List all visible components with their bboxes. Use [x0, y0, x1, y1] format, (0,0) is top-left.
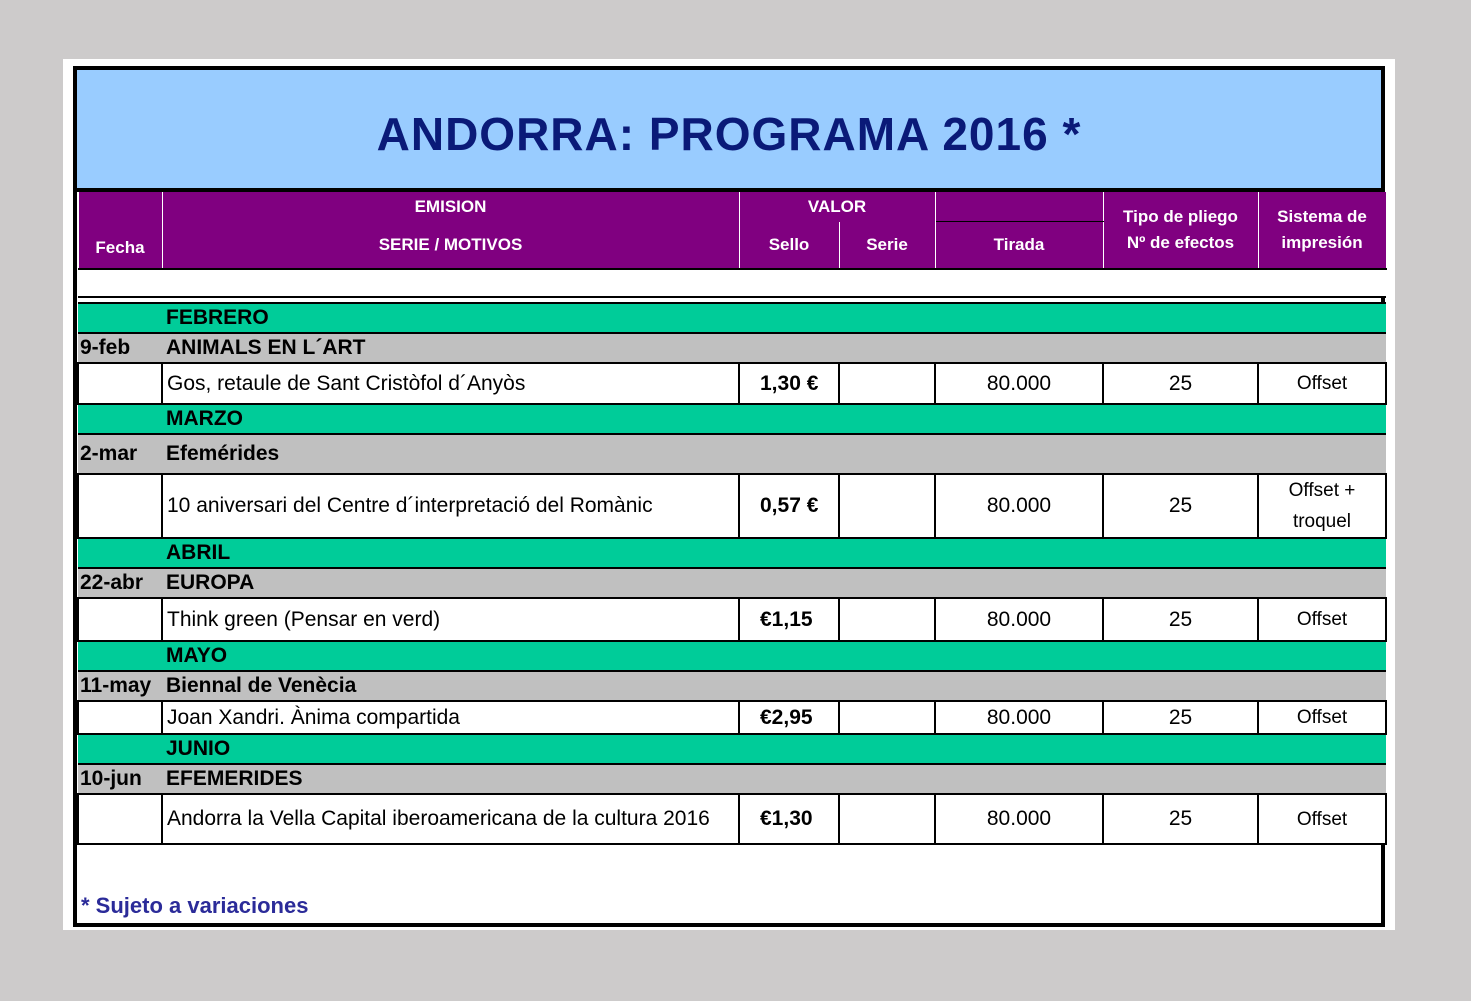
issue-title: EUROPA: [162, 568, 1386, 598]
month-spacer: [78, 641, 162, 671]
header-impresion-label: impresión: [1281, 233, 1363, 252]
issue-title: Efemérides: [162, 434, 1386, 474]
month-spacer: [78, 303, 162, 333]
stamp-sello-value: €2,95: [739, 701, 839, 734]
month-label: ABRIL: [162, 538, 1386, 568]
stamp-sello-value: €1,15: [739, 598, 839, 641]
issue-title: EFEMERIDES: [162, 764, 1386, 794]
stamp-motivo: Think green (Pensar en verd): [162, 598, 739, 641]
stamp-sistema: Offset: [1258, 363, 1386, 404]
stamp-tirada: 80.000: [935, 598, 1103, 641]
stamp-row: [78, 598, 1386, 641]
issue-date: 11-may: [78, 671, 162, 701]
stamp-motivo: Gos, retaule de Sant Cristòfol d´Anyòs: [162, 363, 739, 404]
header-sistema-label: Sistema de: [1277, 207, 1367, 226]
stamp-date-cell: [78, 474, 162, 538]
issue-title: Biennal de Venècia: [162, 671, 1386, 701]
stamp-date-cell: [78, 598, 162, 641]
header-tirada: Tirada: [935, 222, 1103, 270]
month-row: [78, 404, 1386, 434]
program-table: [77, 192, 1387, 845]
month-row: [78, 538, 1386, 568]
stamp-sistema: Offset: [1258, 794, 1386, 844]
page-title: ANDORRA: PROGRAMA 2016 *: [376, 108, 1082, 160]
stamp-tirada: 80.000: [935, 794, 1103, 844]
month-label: FEBRERO: [162, 303, 1386, 333]
stamp-row: [78, 474, 1386, 538]
issue-date: 10-jun: [78, 764, 162, 794]
stamp-sello-value: €1,30: [739, 794, 839, 844]
issue-date: 9-feb: [78, 333, 162, 363]
issue-row: [78, 434, 1386, 474]
stamp-pliego: 25: [1103, 794, 1258, 844]
stamp-date-cell: [78, 701, 162, 734]
month-row: [78, 734, 1386, 764]
header-serie-motivos: SERIE / MOTIVOS: [162, 222, 739, 270]
header-tipo-pliego: [1103, 192, 1258, 269]
month-label: MARZO: [162, 404, 1386, 434]
header-sistema: [1258, 192, 1386, 269]
header-tipo-pliego-label: Tipo de pliego: [1123, 207, 1238, 226]
stamp-date-cell: [78, 794, 162, 844]
blank-row: [78, 269, 1386, 297]
header-fecha: Fecha: [78, 192, 162, 269]
month-label: MAYO: [162, 641, 1386, 671]
issue-date: 22-abr: [78, 568, 162, 598]
stamp-tirada: 80.000: [935, 363, 1103, 404]
stamp-sistema: Offset: [1258, 598, 1386, 641]
header-emision: EMISION: [162, 192, 739, 222]
stamp-serie-value: [839, 701, 935, 734]
issue-row: [78, 764, 1386, 794]
issue-row: [78, 333, 1386, 363]
stamp-pliego: 25: [1103, 598, 1258, 641]
stamp-pliego: 25: [1103, 363, 1258, 404]
stamp-date-cell: [78, 363, 162, 404]
month-spacer: [78, 538, 162, 568]
stamp-pliego: 25: [1103, 701, 1258, 734]
stamp-motivo: 10 aniversari del Centre d´interpretació del Romànic: [162, 474, 739, 538]
stamp-sistema: Offset: [1258, 701, 1386, 734]
header-efectos-label: Nº de efectos: [1126, 233, 1235, 252]
stamp-row: [78, 794, 1386, 844]
stamp-sello-value: 1,30 €: [739, 363, 839, 404]
stamp-pliego: 25: [1103, 474, 1258, 538]
stamp-sello-value: 0,57 €: [739, 474, 839, 538]
stamp-serie-value: [839, 794, 935, 844]
stamp-serie-value: [839, 474, 935, 538]
header-sello: Sello: [739, 222, 839, 270]
issue-row: [78, 568, 1386, 598]
month-label: JUNIO: [162, 734, 1386, 764]
month-row: [78, 303, 1386, 333]
stamp-row: [78, 363, 1386, 404]
month-spacer: [78, 734, 162, 764]
program-frame: [73, 66, 1385, 927]
stamp-motivo: Joan Xandri. Ànima compartida: [162, 701, 739, 734]
stamp-sistema: Offset + troquel: [1258, 474, 1386, 538]
document-sheet: [63, 59, 1395, 930]
issue-title: ANIMALS EN L´ART: [162, 333, 1386, 363]
stamp-tirada: 80.000: [935, 474, 1103, 538]
header-blank: [935, 192, 1103, 222]
stamp-serie-value: [839, 363, 935, 404]
issue-date: 2-mar: [78, 434, 162, 474]
month-row: [78, 641, 1386, 671]
stamp-row: [78, 701, 1386, 734]
stamp-motivo: Andorra la Vella Capital iberoamericana de la cultura 2016: [162, 794, 739, 844]
stamp-serie-value: [839, 598, 935, 641]
month-spacer: [78, 404, 162, 434]
stamp-tirada: 80.000: [935, 701, 1103, 734]
footnote: * Sujeto a variaciones: [81, 893, 309, 918]
title-band: [77, 70, 1381, 192]
issue-row: [78, 671, 1386, 701]
header-serie: Serie: [839, 222, 935, 270]
header-row-top: [78, 192, 1386, 222]
header-valor: VALOR: [739, 192, 935, 222]
